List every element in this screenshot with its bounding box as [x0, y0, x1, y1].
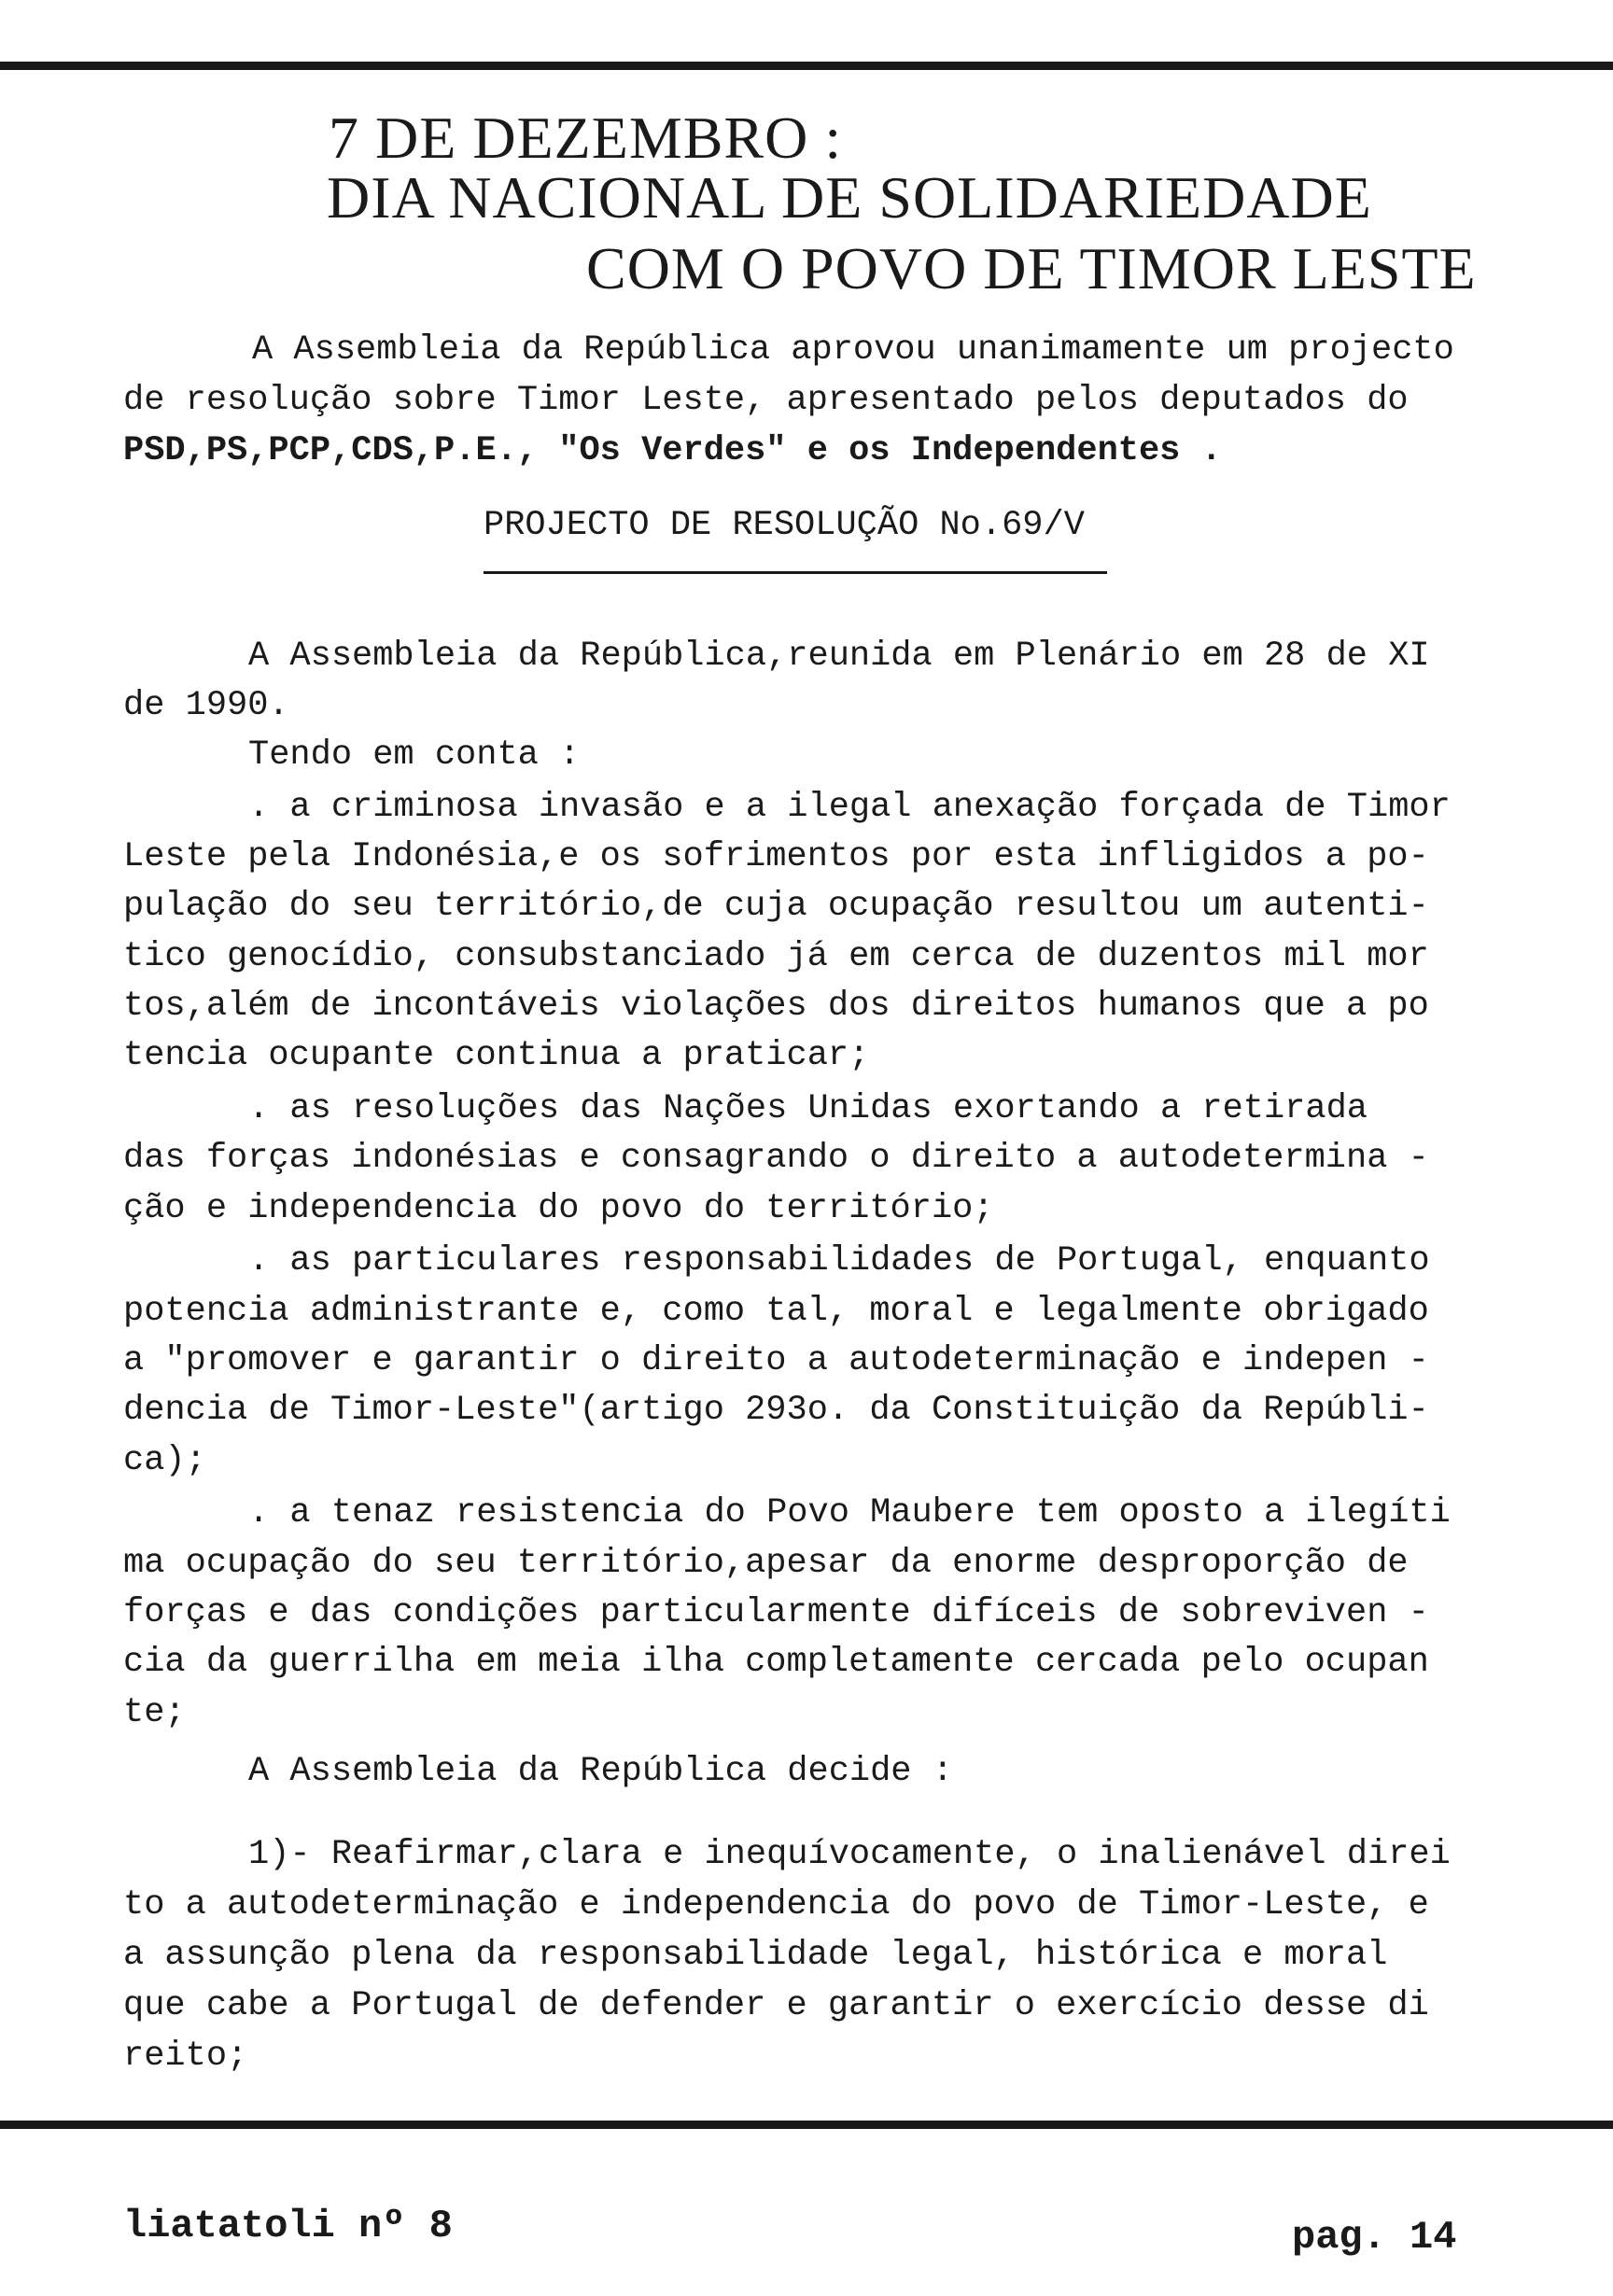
body-line: que cabe a Portugal de defender e garantir o exercício desse di [123, 1986, 1429, 2025]
page-number: pag. 14 [1292, 2215, 1457, 2260]
body-line: ção e independencia do povo do território; [123, 1189, 994, 1228]
body-line: to a autodeterminação e independencia do povo de Timor-Leste, e [123, 1885, 1429, 1925]
resolution-heading: PROJECTO DE RESOLUÇÃO No.69/V [484, 506, 1085, 545]
title-line-2: DIA NACIONAL DE SOLIDARIEDADE [327, 164, 1372, 231]
body-line: A Assembleia da República,reunida em Plenário em 28 de XI [248, 637, 1430, 676]
body-line: forças e das condições particularmente difíceis de sobreviven - [123, 1593, 1429, 1632]
body-line: reito; [123, 2037, 248, 2076]
body-line: cia da guerrilha em meia ilha completamente cercada pelo ocupan [123, 1643, 1429, 1682]
body-line: a "promover e garantir o direito a autodeterminação e indepen - [123, 1341, 1429, 1380]
body-line: tico genocídio, consubstanciado já em cerca de duzentos mil mor [123, 937, 1429, 976]
body-line: tos,além de incontáveis violações dos direitos humanos que a po [123, 987, 1429, 1026]
bottom-rule [0, 2121, 1613, 2129]
intro-line: PSD,PS,PCP,CDS,P.E., "Os Verdes" e os Independentes . [123, 431, 1222, 470]
body-line: ma ocupação do seu território,apesar da enorme desproporção de [123, 1544, 1409, 1583]
body-line: dencia de Timor-Leste"(artigo 293o. da Constituição da Repúbli- [123, 1391, 1429, 1430]
body-line: . a criminosa invasão e a ilegal anexação forçada de Timor [248, 788, 1451, 827]
body-line: ca); [123, 1441, 206, 1480]
body-line: Tendo em conta : [248, 735, 581, 775]
body-line: tencia ocupante continua a praticar; [123, 1036, 870, 1075]
body-line: . as particulares responsabilidades de Portugal, enquanto [248, 1241, 1430, 1281]
body-line: te; [123, 1693, 186, 1732]
body-line: . a tenaz resistencia do Povo Maubere tem oposto a ilegíti [248, 1493, 1451, 1533]
title-line-3: COM O POVO DE TIMOR LESTE [586, 235, 1477, 301]
body-line: 1)- Reafirmar,clara e inequívocamente, o inalienável direi [248, 1835, 1451, 1874]
body-line: pulação do seu território,de cuja ocupação resultou um autenti- [123, 887, 1429, 926]
title-line-1: 7 DE DEZEMBRO : [329, 105, 843, 171]
body-line: a assunção plena da responsabilidade legal, histórica e moral [123, 1936, 1388, 1975]
intro-line: de resolução sobre Timor Leste, apresentado pelos deputados do [123, 381, 1409, 420]
body-line: . as resoluções das Nações Unidas exortando a retirada [248, 1089, 1368, 1128]
body-line: potencia administrante e, como tal, moral e legalmente obrigado [123, 1292, 1429, 1331]
publication-label: liatatoli nº 8 [123, 2204, 453, 2248]
body-line: Leste pela Indonésia,e os sofrimentos por esta infligidos a po- [123, 837, 1429, 876]
intro-line: A Assembleia da República aprovou unanimamente um projecto [252, 330, 1454, 370]
resolution-heading-underline [484, 571, 1107, 574]
body-line: A Assembleia da República decide : [248, 1752, 953, 1791]
body-line: de 1990. [123, 686, 289, 725]
body-line: das forças indonésias e consagrando o direito a autodetermina - [123, 1139, 1429, 1178]
top-rule [0, 62, 1613, 70]
